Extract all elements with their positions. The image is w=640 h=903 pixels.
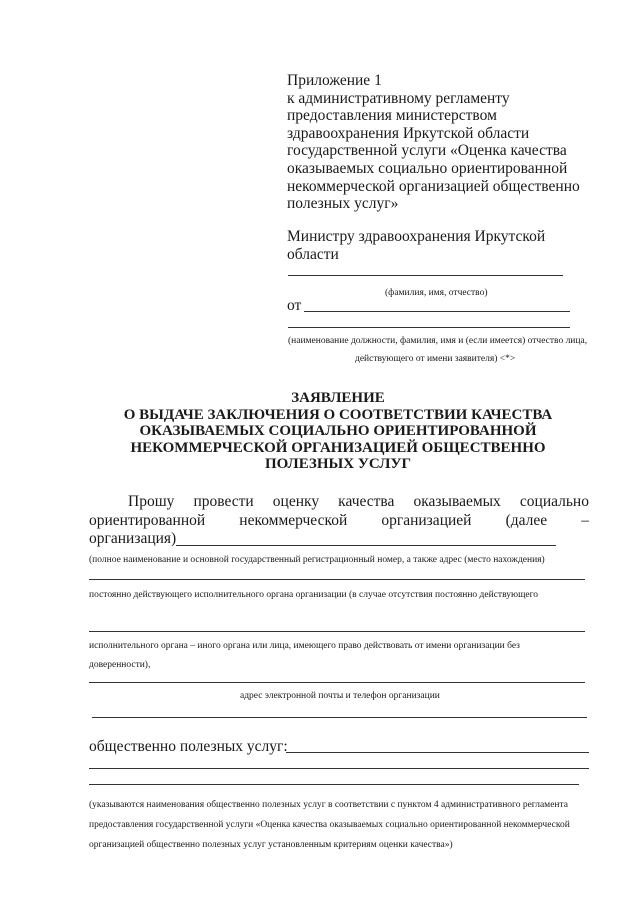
appendix-header (287, 72, 587, 213)
request-word: провести (193, 493, 254, 510)
org-name-blank-line[interactable] (176, 545, 556, 546)
org-name-caption: (полное наименование и основной государственный регистрационный номер, а также адрес (место нахождения) (89, 555, 545, 565)
footnote-line: организацией общественно полезных услуг установленным критериям оценки качества») (89, 840, 453, 850)
appendix-line: некоммерческой организацией общественно (287, 177, 580, 195)
appendix-line: оказываемых социально ориентированной (287, 159, 568, 177)
from-label: от (287, 297, 302, 314)
org-address-blank-line[interactable] (89, 579, 585, 580)
title-line: ПОЛЕЗНЫХ УСЛУГ (264, 456, 412, 472)
services-blank-line-1[interactable] (286, 752, 589, 753)
addressee-line: области (287, 245, 339, 263)
title-line: ЗАЯВЛЕНИЕ (291, 390, 385, 406)
request-word: оценку (272, 493, 320, 510)
request-word: социально (519, 493, 589, 510)
org-contacts-caption: адрес электронной почты и телефон организации (240, 691, 440, 701)
request-word: ориентированной (89, 512, 206, 529)
services-blank-line-2[interactable] (89, 768, 589, 769)
request-word: – (581, 512, 589, 529)
org-other-caption-line1: исполнительного органа – иного органа или лица, имеющего право действовать от имени организации без (89, 641, 520, 651)
request-word: качества (338, 493, 395, 510)
title-line: ОКАЗЫВАЕМЫХ СОЦИАЛЬНО ОРИЕНТИРОВАННОЙ (139, 423, 537, 439)
org-body-caption: постоянно действующего исполнительного органа организации (в случае отсутствия постоянно действующего (89, 590, 539, 600)
appendix-line: Приложение 1 (287, 72, 382, 89)
position-blank-line[interactable] (288, 327, 570, 328)
request-word: некоммерческой (239, 512, 348, 529)
appendix-line: здравоохранения Иркутской области (287, 124, 530, 142)
addressee (287, 228, 587, 263)
request-word: организацией (381, 512, 472, 529)
addressee-line: Министру здравоохранения Иркутской (287, 228, 546, 245)
request-line-2 (89, 512, 589, 530)
services-footnote (89, 795, 591, 855)
fio-caption: (фамилия, имя, отчество) (385, 288, 488, 298)
request-line-3 (89, 530, 176, 548)
appendix-line: полезных услуг» (287, 195, 399, 213)
services-blank-line-3[interactable] (89, 784, 579, 785)
request-word: Прошу (128, 493, 175, 510)
title-line: НЕКОММЕРЧЕСКОЙ ОРГАНИЗАЦИЕЙ ОБЩЕСТВЕННО (130, 439, 546, 456)
footnote-line: предоставления государственной услуги «Оценка качества оказываемых социально ориентированной некоммерческой (89, 820, 570, 830)
org-contacts-blank-line[interactable] (89, 682, 585, 683)
services-line (89, 738, 288, 756)
from-blank-line[interactable] (304, 311, 570, 312)
services-label: общественно полезных услуг: (89, 738, 288, 755)
request-org-label: организация) (89, 530, 177, 547)
position-caption-line2: действующего от имени заявителя) <*> (355, 354, 516, 364)
title-line: О ВЫДАЧЕ ЗАКЛЮЧЕНИЯ О СООТВЕТСТВИИ КАЧЕСТВА (123, 406, 553, 423)
appendix-line: предоставления министерством (287, 107, 497, 125)
request-word: оказываемых (413, 493, 501, 510)
org-other-caption-line2: доверенности), (89, 660, 151, 670)
position-caption-line1: (наименование должности, фамилия, имя и (если имеется) отчество лица, (288, 336, 588, 346)
appendix-line: к административному регламенту (287, 89, 510, 107)
request-word: (далее (505, 512, 548, 529)
fio-blank-line[interactable] (288, 275, 563, 276)
request-line-1 (128, 493, 589, 511)
appendix-line: государственной услуги «Оценка качества (287, 142, 567, 160)
org-body-blank-line[interactable] (89, 631, 585, 632)
document-title (80, 390, 596, 473)
footnote-line: (указываются наименования общественно полезных услуг в соответствии с пунктом 4 административного регламента (89, 800, 568, 810)
org-contacts-value-line[interactable] (92, 717, 587, 718)
